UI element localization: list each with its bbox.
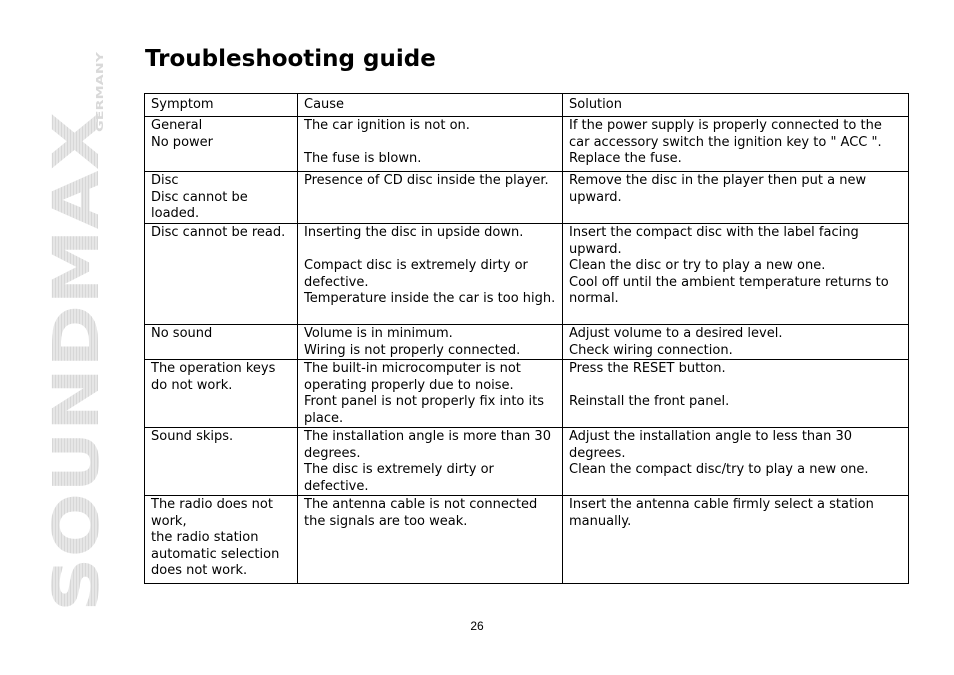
- cell-cause: [298, 172, 563, 224]
- cell-line: The installation angle is more than 30 degrees.: [304, 429, 551, 461]
- cell-line: Remove the disc in the player then put a new upward.: [569, 173, 867, 205]
- table-row: [145, 117, 909, 172]
- header-solution: Solution: [563, 94, 909, 117]
- cell-solution: [563, 360, 909, 428]
- cell-line: The radio does not work,: [151, 497, 273, 529]
- cell-line: Cool off until the ambient temperature returns to normal.: [569, 274, 889, 306]
- cell-line: Adjust volume to a desired level.: [569, 326, 783, 341]
- cell-solution: [563, 496, 909, 584]
- cell-line: Volume is in minimum.: [304, 326, 453, 341]
- cell-solution: [563, 117, 909, 172]
- brand-name: SOUNDMAX: [40, 196, 113, 612]
- cell-line: Inserting the disc in upside down.: [304, 225, 524, 240]
- header-cause: Cause: [298, 94, 563, 117]
- cell-line: Temperature inside the car is too high.: [304, 291, 556, 306]
- cell-symptom: [145, 325, 298, 360]
- cell-symptom: [145, 117, 298, 172]
- cell-line: The operation keys do not work.: [151, 361, 276, 393]
- page-number: 26: [470, 619, 484, 633]
- table-row: [145, 325, 909, 360]
- cell-line: Clean the compact disc/try to play a new one.: [569, 462, 869, 477]
- cell-cause: [298, 224, 563, 325]
- page-title: Troubleshooting guide: [145, 46, 436, 72]
- table-row: [145, 428, 909, 496]
- cell-symptom: [145, 172, 298, 224]
- cell-line: Check wiring connection.: [569, 342, 733, 358]
- cell-solution: [563, 172, 909, 224]
- cell-solution: [563, 428, 909, 496]
- cell-line: Insert the compact disc with the label facing upward.: [569, 225, 859, 257]
- cell-symptom: [145, 428, 298, 496]
- cell-cause: [298, 428, 563, 496]
- cell-line: Compact disc is extremely dirty or defective.: [304, 258, 528, 290]
- brand-country: GERMANY: [95, 75, 106, 132]
- cell-line: Presence of CD disc inside the player.: [304, 173, 549, 188]
- cell-line: No sound: [151, 326, 213, 341]
- table-row: [145, 360, 909, 428]
- cell-symptom: [145, 360, 298, 428]
- cell-solution: [563, 224, 909, 325]
- cell-symptom: [145, 224, 298, 325]
- cell-line: Press the RESET button.: [569, 361, 726, 376]
- cell-line: The disc is extremely dirty or defective.: [304, 462, 494, 494]
- table-row: [145, 172, 909, 224]
- soundmax-logo: [40, 50, 113, 615]
- cell-line: Replace the fuse.: [569, 151, 682, 166]
- spacer: [304, 135, 557, 152]
- cell-line: Sound skips.: [151, 429, 234, 444]
- cell-line: General: [151, 118, 203, 133]
- cell-line: The antenna cable is not connected the signals are too weak.: [304, 497, 538, 529]
- table-header-row: [145, 94, 909, 117]
- table-row: [145, 224, 909, 325]
- cell-line: Disc: [151, 173, 179, 188]
- cell-line: If the power supply is properly connected to the car accessory switch the ignition key to " ACC ".: [569, 118, 882, 150]
- cell-line: Front panel is not properly fix into its place.: [304, 394, 544, 426]
- cell-cause: [298, 496, 563, 584]
- cell-line: Insert the antenna cable firmly select a station manually.: [569, 497, 874, 529]
- cell-symptom: [145, 496, 298, 584]
- cell-line: The car ignition is not on.: [304, 118, 470, 133]
- cell-cause: [298, 325, 563, 360]
- spacer: [304, 242, 557, 259]
- troubleshooting-table: [144, 93, 909, 584]
- cell-solution: [563, 325, 909, 360]
- cell-cause: [298, 117, 563, 172]
- cell-line: Clean the disc or try to play a new one.: [569, 258, 826, 273]
- cell-line: Reinstall the front panel.: [569, 394, 730, 409]
- spacer: [569, 378, 903, 395]
- cell-line: Disc cannot be loaded.: [151, 189, 248, 221]
- cell-line: Adjust the installation angle to less than 30 degrees.: [569, 429, 853, 461]
- cell-line: Disc cannot be read.: [151, 225, 286, 240]
- cell-cause: [298, 360, 563, 428]
- cell-line: Wiring is not properly connected.: [304, 342, 521, 358]
- table-row: [145, 496, 909, 584]
- cell-line: The built-in microcomputer is not operating properly due to noise.: [304, 361, 521, 393]
- cell-line: the radio station automatic selection does not work.: [151, 530, 280, 578]
- cell-line: The fuse is blown.: [304, 151, 422, 166]
- cell-line: No power: [151, 134, 213, 150]
- header-symptom: Symptom: [145, 94, 298, 117]
